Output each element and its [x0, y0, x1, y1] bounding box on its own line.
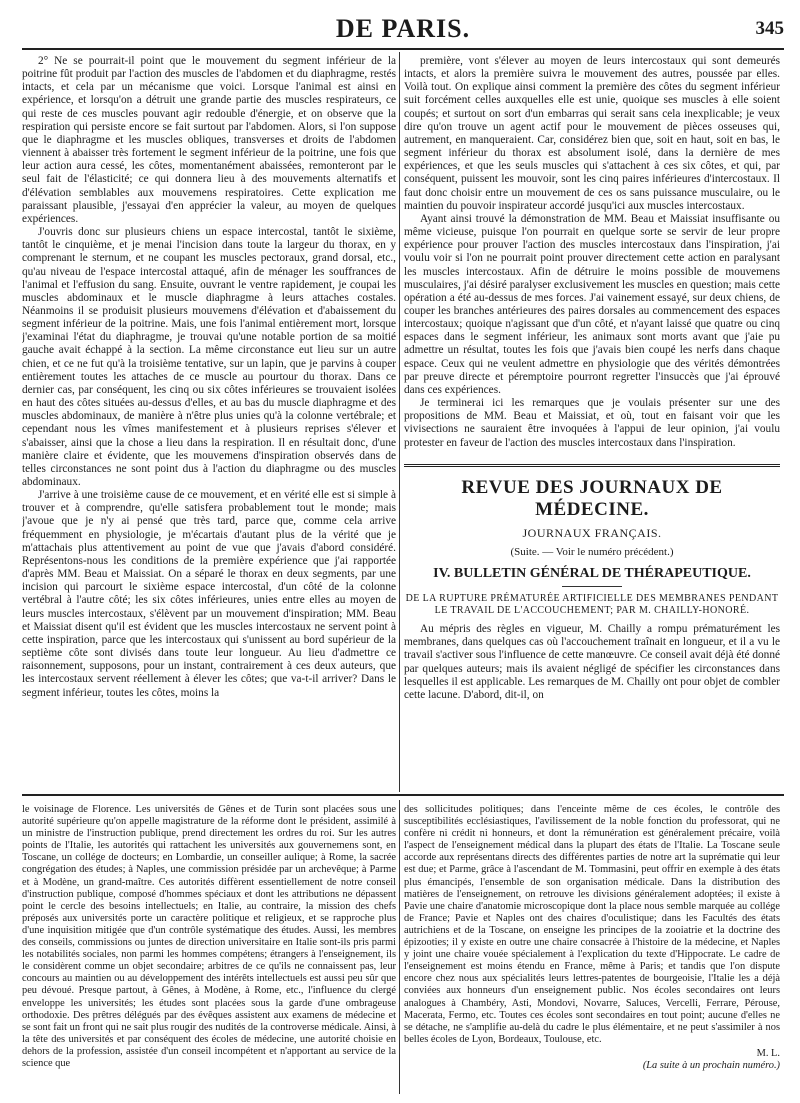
paragraph: Ayant ainsi trouvé la démonstration de MM. Beau et Maissiat insuffisante ou même vicieuse, puisque l'on pourrait en quelque sorte se servir de leur propre expérience pour prouver l'action des muscles intercostaux dans l'inspiration, j'ai voulu voir si l'on ne pourrait point prouver directement cette action en paralysant les muscles intercostaux. Afin de détruire le moins possible de mouvemens musculaires, j'ai désiré paralyser exclusivement les muscles en question; mais cette opération a été au-dessus de mes forces. J'ai vainement essayé, sur deux chiens, de couper les branches antérieures des paires dorsales au commencement des espaces intercostaux; quoique n'agissant que d'un côté, et n'ayant laissé que quatre ou cinq espaces dans le segment inférieur, les animaux sont morts avant que j'aie pu admettre un résultat, toutes les fois que j'avais bien coupé les nerfs dans chaque espace. Ceux qui ne veulent admettre en physiologie que des vérités démontrées par preuve directe et péremptoire pourront regretter l'insuccès que j'ai éprouvé dans ces expériences. [404, 212, 780, 396]
divider [562, 586, 622, 587]
bottom-left-column [22, 804, 396, 1094]
running-title: DE PARIS. [335, 14, 471, 43]
horizontal-divider [22, 794, 784, 796]
continued-note: (La suite à un prochain numéro.) [642, 1059, 780, 1071]
article-title: DE LA RUPTURE PRÉMATURÉE ARTIFICIELLE DES MEMBRANES PENDANT LE TRAVAIL DE L'ACCOUCHEMENT; PAR M. CHAILLY-HONORÉ. [405, 593, 779, 617]
bottom-right-column [404, 804, 780, 1094]
section-divider [404, 464, 780, 467]
paragraph: Je terminerai ici les remarques que je voulais présenter sur une des propositions de MM. Beau et Maissiat, et où, tout en faisant voir que les vivisections ne sauraient être invoquées à l'appui de leur opinion, j'ai voulu protester en faveur de l'action des muscles intercostaux dans l'inspiration. [404, 397, 780, 449]
column-divider [399, 800, 400, 1094]
right-column [404, 55, 780, 791]
article-body: Au mépris des règles en vigueur, M. Chailly a rompu prématurément les membranes, dans quelques cas où l'accouchement traînait en longueur, et il a vu le travail s'activer sous l'influence de cette manœuvre. Ce conseil avait déjà été donné par quelques auteurs; mais ils avaient négligé de spécifier les circonstances dans lesquelles il est applicable. Les remarques de M. Chailly ont pour objet de combler cette lacune. D'abord, dit-il, on [404, 623, 780, 701]
running-head [22, 14, 784, 50]
signature: M. L. [756, 1047, 780, 1059]
section-title: REVUE DES JOURNAUX DE MÉDECINE. [461, 476, 723, 520]
paragraph: des sollicitudes politiques; dans l'enceinte même de ces écoles, le contrôle des susceptibilités ecclésiastiques, l'avilissement de la noble fonction du professorat, qui ne confère ni crédit ni honneurs, et dont la rémunération est généralement précaire, voilà l'aspect de l'enseignement médical dans la plupart des états de l'Italie. La Toscane seule accorde aux représentans directs des différentes parties de notre art la suprématie qui leur est due; et Parme, grâce à l'ascendant de M. Tommasini, peut offrir en exemple à des états plus émancipés, l'ensemble de son organisation médicale. Dans la distribution des matières de l'enseignement, on retrouve les divisions généralement adoptées; il existe à Pavie une chaire d'anatomie microscopique dont la place nous semble marquée au collége de France; Pavie et Naples ont des chaires d'oculistique; dans les Facultés des états autrichiens et de la Toscane, on enseigne les principes de la zooiatrie et la doctrine des épizooties; il y existe en outre une chaire consacrée à l'histoire de la médecine, et Naples y joint une chaire vouée spécialement à l'explication du texte d'Hippocrate. Le cadre de l'enseignement est moins étendu en France, même à Paris; et tandis que l'on dispute encore chez nous aux spécialités leurs lettres-patentes de bourgeoisie, l'Italie les a déjà conviées aux honneurs d'un enseignement public. Nos écoles secondaires ont leurs analogues à Chambéry, Asti, Mondovi, Novarre, Saluces, Vercelli, Ferrare, Pérouse, Macerata, Fermo, etc. Toutes ces écoles sont secondaires en tout point; aucune d'elles ne se détache, ne s'amplifie au-delà du cadre le plus élémentaire, et ne peut s'assimiler à nos belles écoles de Lyon, Bordeaux, Toulouse, etc. [404, 804, 780, 1045]
page-number: 345 [755, 18, 784, 39]
continuation-note: (Suite. — Voir le numéro précédent.) [510, 545, 674, 558]
column-divider [399, 52, 400, 792]
paragraph: première, vont s'élever au moyen de leurs intercostaux qui sont demeurés intacts, et alors la première suivra le mouvement des autres, poussée par elles. Voilà tout. On explique ainsi comment la première des côtes du segment inférieur suit forcément celles auxquelles elle est unie, quoique ses muscles à elle soient coupés; et surtout on sort d'un embarras qui serait sans cela inexplicable; je veux dire qu'on trouve un agent actif pour le mouvement de pièces osseuses qui, autrement, en manqueraient. Car, considérez bien que, soit en haut, soit en bas, le segment inférieur du thorax est absolument isolé, dans la dernière de mes expériences, et que les seuls muscles qui s'attachent à ces six côtes, et qui, par conséquent, puissent les mouvoir, sont les cinq paires inférieures d'intercostaux. Il faut donc choisir entre un mouvement de ces os sans puissance musculaire, ou le maintien du pouvoir inspirateur accordé jusqu'ici aux muscles intercostaux. [404, 55, 780, 212]
paragraph: J'ouvris donc sur plusieurs chiens un espace intercostal, tantôt le sixième, tantôt le cinquième, et je menai l'incision dans toute la largeur du thorax, en y comprenant le sternum, et ne coupant les muscles pectoraux, grand dorsal, etc., qu'au niveau de l'espace intercostal attaqué, afin de ménager les souffrances de l'animal et l'effusion du sang. Ensuite, ouvrant le ventre rapidement, je coupai les muscles abdominaux et le muscle diaphragme à leurs attaches costales. Néanmoins il se produisit plusieurs mouvemens d'élévation et d'abaissement du segment inférieur de la poitrine. Mais, une fois l'animal entièrement mort, lorsque j'examinai l'état du diaphragme, je trouvai qu'une notable portion de sa moitié gauche avait échappé à la section. La même circonstance eut lieu sur un autre chien, et ce ne fut qu'à la troisième tentative, sur un lapin, que je parvins à couper entièrement toutes les attaches de ce muscle au pourtour du thorax. Dans ce dernier cas, par conséquent, les cinq ou six côtes inférieures se trouvaient isolées en haut des côtes situées au-dessus d'elles, et au bas du muscle diaphragme et des muscles abdominaux, de manière à n'être plus unies qu'à la colonne vertébrale; et cependant nous les vîmes manifestement et à plusieurs reprises s'élever et s'abaisser, ainsi que la chose a lieu dans la respiration. Il en résultait donc, d'une manière claire et évidente, que les mouvemens d'inspiration observés dans de telles circonstances ne sont point dus à l'action du diaphragme ou des muscles abdominaux. [22, 226, 396, 488]
paragraph: J'arrive à une troisième cause de ce mouvement, et en vérité elle est si simple à trouver et à comprendre, qu'elle satisfera probablement tout le monde; mais j'avoue que je n'y ai pensé que très tard, parce que, comme cela arrive fréquemment en physiologie, je m'écartais d'autant plus de la vérité que je m'attachais plus attentivement au point de vue que j'avais d'abord considéré. Représentons-nous les conditions de la première expérience que j'ai rapportée d'après MM. Beau et Maissiat. On a séparé le thorax en deux segments, par une incision qui parcourt le sixième espace intercostal, d'un côté de la colonne vertébral à l'autre côté; les six côtes inférieures, unies entre elles au moyen de leurs muscles intercostaux, s'élèvent par un mouvement d'inspiration; MM. Beau et Maissiat disent qu'il est évident que les muscles intercostaux ne servent point à cette inspiration, parce que les intercostaux qui s'unissent au bord supérieur de la septième côte sont divisés dans toute leur longueur. Au lieu d'admettre ce raisonnement, supposons, pour un instant, contrairement à ces deux auteurs, que les intercostaux servent réellement à élever les côtes; que va-t-il arriver? Dans le segment inférieur, toutes les côtes, moins la [22, 489, 396, 699]
paragraph: 2° Ne se pourrait-il point que le mouvement du segment inférieur de la poitrine fût produit par l'action des muscles de l'abdomen et du diaphragme, restés intacts, et cela par un mécanisme que voici. Lorsque l'animal est ainsi en expérience, et lorsqu'on a détruit une grande partie des muscles respirateurs, ce qui reste de ces muscles pouvant agir redouble d'énergie, et on observe que la respiration qui persiste encore se fait surtout par l'abdomen. Alors, si l'on suppose que le diaphragme et les muscles obliques, transverses et droits de l'abdomen viennent à abaisser très fortement le segment inférieur de la poitrine, une fois que leur action aura cessé, les côtes, momentanément abaissées, remonteront par le seul fait de l'élasticité; ce qui donnera lieu à des mouvements alternatifs et d'élévation semblables aux mouvemens respiratoires. Cette explication me paraissant plausible, j'essayai d'en apprécier la valeur, au moyen de quelques expériences. [22, 55, 396, 225]
section-subtitle: JOURNAUX FRANÇAIS. [522, 525, 662, 540]
left-column [22, 55, 396, 791]
paragraph: le voisinage de Florence. Les universités de Gênes et de Turin sont placées sous une autorité supérieure qu'on appelle magistrature de la réforme dont le président, assimilé à un ministre de l'instruction publique, prend directement les ordres du roi. Sur les autres points de l'Italie, les autorités qui rattachent les universités aux gouvernemens sont, en Toscane, un collége de docteurs; en Lombardie, un conseiller aulique; à Rome, la sacrée congrégation des études; à Naples, une commission présidée par un archevêque; à Parme et à Modène, un grand-maître. Ces autorités diffèrent essentiellement de notre conseil d'instruction publique, composé d'hommes spéciaux et dont les attributions ne dépassent point le cercle des besoins intellectuels; en Italie, au contraire, la mission des chefs préposés aux universités porte un caractère politique et religieux, et se rapproche plus d'une inquisition mitigée que d'un contrôle systématique des études. Aussi, les membres des conseils, commissions ou juntes de direction universitaire en Italie sont-ils pris parmi les notabilités sociales, non parmi les hommes compétens; étrangers à l'enseignement, ils le considèrent comme un objet secondaire; arbitres de ce qu'ils ne connaissent pas, leur concours au maintien ou au développement des intérêts intellectuels est aussi peu sûr que peu dévoué. Presque partout, à Gênes, à Modène, à Rome, etc., l'influence du clergé enveloppe les universités; les études sont placées sous la garde d'une ombrageuse orthodoxie. Des prêtres délégués par des évêques assistent aux examens de médecine et se sont fait un front qui ne sait plus rougir des nudités de la controverse médicale. Ainsi, à la tête des universités et par conséquent des écoles de médecine, une autorité choisie en dehors de la profession, assistée d'un conseil incompétent et n'apportant au service de la science que [22, 804, 396, 1069]
bulletin-title: IV. BULLETIN GÉNÉRAL DE THÉRAPEUTIQUE. [433, 566, 751, 581]
